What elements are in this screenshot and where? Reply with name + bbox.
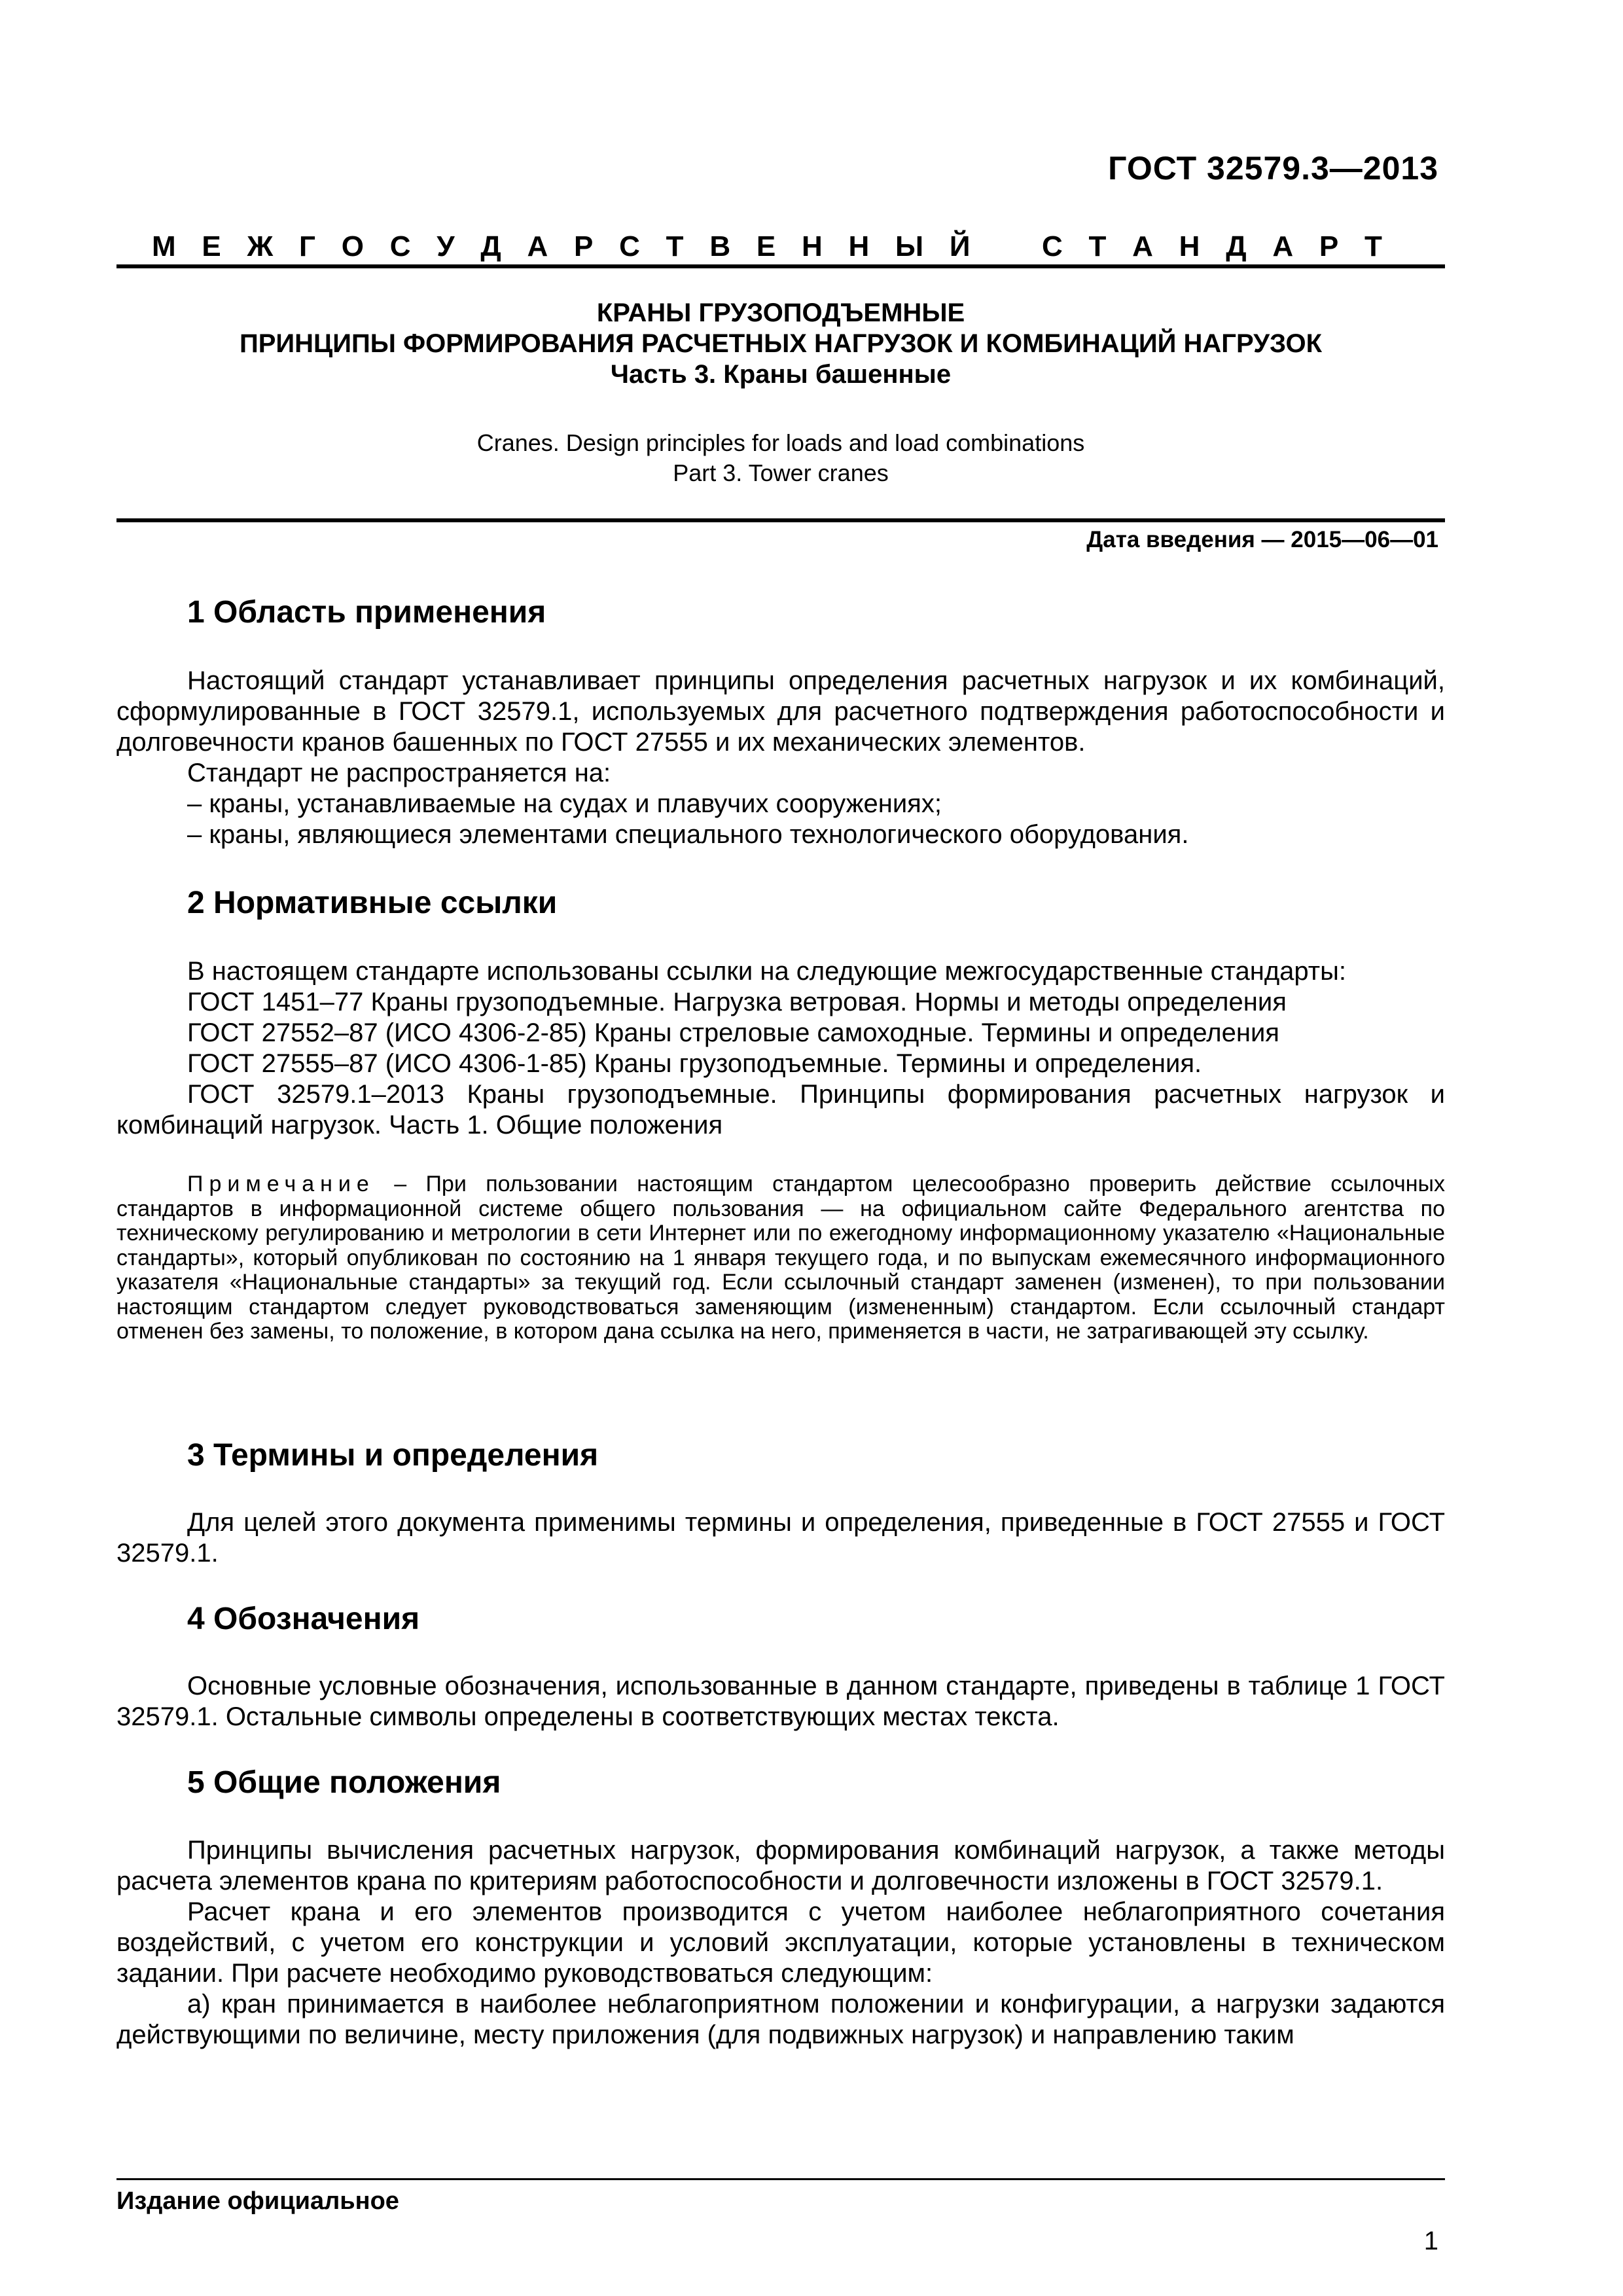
section-1-body (116, 666, 1445, 850)
title-line-2: ПРИНЦИПЫ ФОРМИРОВАНИЯ РАСЧЕТНЫХ НАГРУЗОК И КОМБИНАЦИЙ НАГРУЗОК (239, 329, 1323, 358)
banner-letter: А (1272, 230, 1294, 262)
title-rule (116, 518, 1445, 522)
banner-letter: Н (1179, 230, 1200, 262)
list-item: – краны, устанавливаемые на судах и плавучих сооружениях; (187, 789, 942, 818)
title-line-1: КРАНЫ ГРУЗОПОДЪЕМНЫЕ (596, 298, 965, 327)
note-text: – При пользовании настоящим стандартом целесообразно проверить действие ссылочных стандартов в информационной системе общего пользования — на официальном сайте Федерального агентства по техническому регулированию и метрологии в сети Интернет или по ежегодному информационному указателю «Национальные стандарты», который опубликован по состоянию на 1 января текущего года, и по выпускам ежемесячного информационного указателя «Национальные стандарты» за текущий год. Если ссылочный стандарт заменен (изменен), то при пользовании настоящим стандартом следует руководствоваться заменяющим (измененным) стандартом. Если ссылочный стандарт отменен без замены, то положение, в котором дана ссылка на него, применяется в части, не затрагивающей эту ссылку. (116, 1172, 1445, 1344)
paragraph: Стандарт не распространяется на: (187, 759, 611, 787)
banner-letter: Е (202, 230, 221, 262)
reference-item: ГОСТ 32579.1–2013 Краны грузоподъемные. Принципы формирования расчетных нагрузок и комбинаций нагрузок. Часть 1. Общие положения (116, 1080, 1445, 1139)
banner-letter (996, 230, 1016, 263)
paragraph: Настоящий стандарт устанавливает принципы определения расчетных нагрузок и их комбинаций, сформулированные в ГОСТ 32579.1, используемых для расчетного подтверждения работоспособности и долговечности кранов башенных по ГОСТ 27555 и их механических элементов. (116, 666, 1445, 757)
note-paragraph (116, 1172, 1445, 1344)
banner-letter: Е (756, 230, 776, 262)
paragraph: Расчет крана и его элементов производится с учетом наиболее неблагоприятного сочетания воздействий, с учетом его конструкции и условий эксплуатации, которые установлены в техническом задании. При расчете необходимо руководствоваться следующим: (116, 1897, 1445, 1988)
interstate-standard-banner (152, 230, 1382, 263)
banner-letter: Т (1364, 230, 1382, 262)
banner-letter: М (152, 230, 176, 262)
official-edition-label: Издание официальное (116, 2187, 399, 2215)
section-2-note (116, 1172, 1445, 1344)
banner-letter: А (527, 230, 548, 262)
list-item: – краны, являющиеся элементами специального технологического оборудования. (187, 820, 1189, 849)
banner-letter: С (619, 230, 640, 262)
introduction-date: Дата введения — 2015—06—01 (1086, 527, 1438, 552)
banner-letter: С (389, 230, 411, 262)
banner-letter: В (709, 230, 731, 262)
footer-rule (116, 2178, 1445, 2180)
section-4-heading: 4 Обозначения (187, 1602, 420, 1636)
section-2-body (116, 956, 1445, 1141)
reference-item: ГОСТ 27555–87 (ИСО 4306-1-85) Краны грузоподъемные. Термины и определения. (187, 1049, 1202, 1078)
banner-letter: Р (574, 230, 594, 262)
paragraph: В настоящем стандарте использованы ссылки на следующие межгосударственные стандарты: (187, 957, 1346, 986)
banner-letter: Н (801, 230, 823, 262)
section-3-body (116, 1507, 1445, 1569)
document-code: ГОСТ 32579.3—2013 (1108, 150, 1438, 187)
banner-letter: Н (848, 230, 870, 262)
paragraph: Для целей этого документа применимы термины и определения, приведенные в ГОСТ 27555 и ГОСТ 32579.1. (116, 1508, 1445, 1568)
banner-letter: Й (949, 230, 971, 262)
banner-letter: А (1132, 230, 1153, 262)
page-number: 1 (1423, 2227, 1438, 2255)
note-label: Примечание (187, 1172, 375, 1196)
banner-letter: Т (1088, 230, 1107, 262)
reference-item: ГОСТ 1451–77 Краны грузоподъемные. Нагрузка ветровая. Нормы и методы определения (187, 988, 1287, 1016)
section-1-heading: 1 Область применения (187, 595, 546, 630)
banner-letter: Ы (895, 230, 924, 262)
section-5-body (116, 1835, 1445, 2051)
banner-letter: О (341, 230, 364, 262)
banner-letter: С (1041, 230, 1063, 262)
banner-letter: Ж (247, 230, 274, 262)
banner-letter: Г (299, 230, 315, 262)
banner-letter: У (437, 230, 455, 262)
title-line-3: Часть 3. Краны башенные (610, 360, 952, 389)
section-5-heading: 5 Общие положения (187, 1765, 501, 1800)
title-english-line-1: Cranes. Design principles for loads and load combinations (476, 429, 1085, 456)
banner-letter: Р (1319, 230, 1339, 262)
title-english-line-2: Part 3. Tower cranes (673, 459, 889, 486)
section-4-body (116, 1671, 1445, 1732)
header-rule (116, 264, 1445, 268)
section-2-heading: 2 Нормативные ссылки (187, 886, 558, 920)
paragraph: Основные условные обозначения, использованные в данном стандарте, приведены в таблице 1 ГОСТ 32579.1. Остальные символы определены в соответствующих местах текста. (116, 1672, 1445, 1731)
banner-letter: Д (480, 230, 501, 262)
paragraph: Принципы вычисления расчетных нагрузок, формирования комбинаций нагрузок, а также методы расчета элементов крана по критериям работоспособности и долговечности изложены в ГОСТ 32579.1. (116, 1836, 1445, 1895)
banner-letter: Д (1226, 230, 1247, 262)
banner-letter: Т (666, 230, 684, 262)
section-3-heading: 3 Термины и определения (187, 1438, 599, 1473)
list-item: а) кран принимается в наиболее неблагоприятном положении и конфигурации, а нагрузки задаются действующими по величине, месту приложения (для подвижных нагрузок) и направлению таким (116, 1990, 1445, 2049)
reference-item: ГОСТ 27552–87 (ИСО 4306-2-85) Краны стреловые самоходные. Термины и определения (187, 1018, 1279, 1047)
